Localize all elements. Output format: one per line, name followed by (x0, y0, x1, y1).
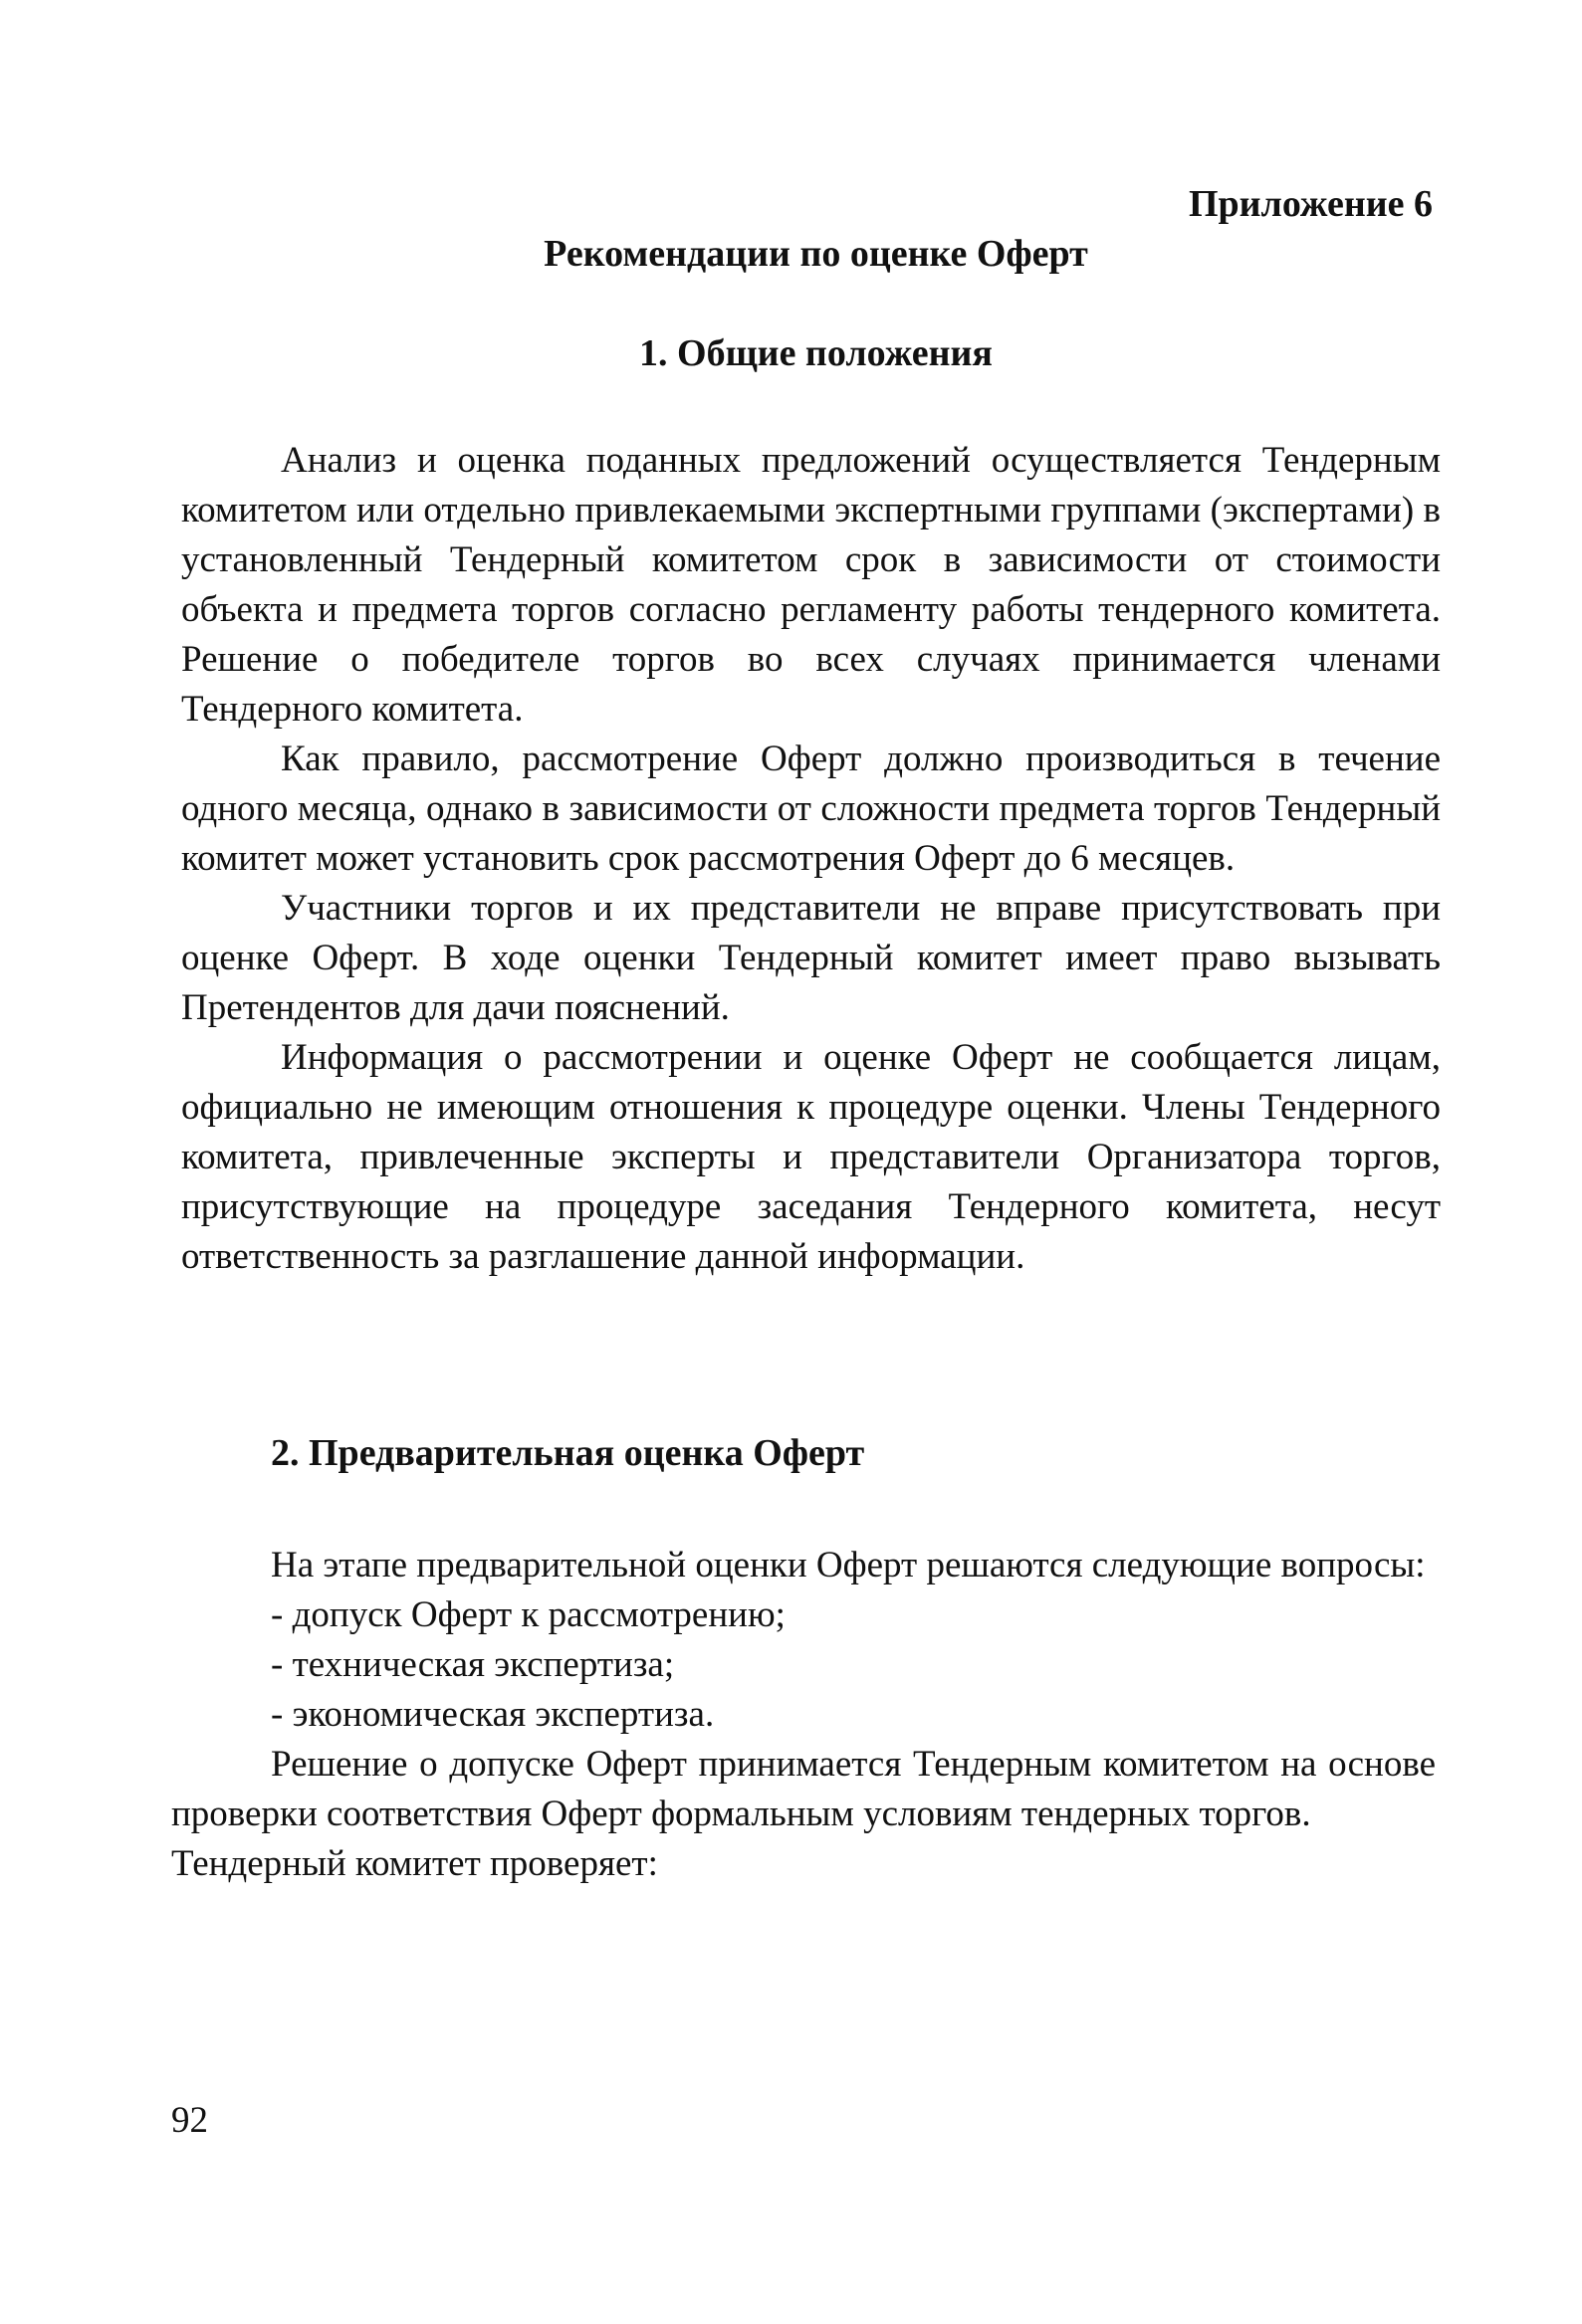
section-1-paragraph: Анализ и оценка поданных предложений осуществляется Тендерным комитетом или отдельно привлекаемыми экспертными группами (экспертами) в установленный Тендерный комитетом срок в зависимости от стоимости объекта и предмета торгов согласно регламенту работы тендерного комитета. Решение о победителе торгов во всех случаях принимается членами Тендерного комитета. (181, 440, 1441, 730)
list-item: - допуск Оферт к рассмотрению; (271, 1594, 786, 1635)
section-2-body (171, 1541, 1436, 1889)
section-1-paragraph: Как правило, рассмотрение Оферт должно производиться в течение одного месяца, однако в зависимости от сложности предмета торгов Тендерный комитет может установить срок рассмотрения Оферт до 6 месяцев. (181, 739, 1441, 879)
document-title: Рекомендации по оценке Оферт (544, 233, 1088, 275)
section-2-intro: На этапе предварительной оценки Оферт решаются следующие вопросы: (271, 1545, 1426, 1585)
appendix-label: Приложение 6 (1188, 183, 1433, 225)
section-2-heading: 2. Предварительная оценка Оферт (271, 1432, 865, 1474)
section-1-body (181, 436, 1441, 1282)
page-number: 92 (171, 2100, 208, 2141)
section-1-paragraph: Информация о рассмотрении и оценке Оферт не сообщается лицам, официально не имеющим отношения к процедуре оценки. Члены Тендерного комитета, привлеченные эксперты и представители Организатора торгов, присутствующие на процедуре заседания Тендерного комитета, несут ответственность за разглашение данной информации. (181, 1037, 1441, 1277)
section-1-heading: 1. Общие положения (639, 332, 993, 374)
list-item: - техническая экспертиза; (271, 1644, 675, 1685)
list-item: - экономическая экспертиза. (271, 1694, 715, 1735)
section-2-paragraph: Решение о допуске Оферт принимается Тендерным комитетом на основе проверки соответствия Оферт формальным условиям тендерных торгов. (171, 1744, 1436, 1834)
section-2-closing: Тендерный комитет проверяет: (171, 1843, 658, 1884)
section-1-paragraph: Участники торгов и их представители не вправе присутствовать при оценке Оферт. В ходе оценки Тендерный комитет имеет право вызывать Претендентов для дачи пояснений. (181, 888, 1441, 1028)
